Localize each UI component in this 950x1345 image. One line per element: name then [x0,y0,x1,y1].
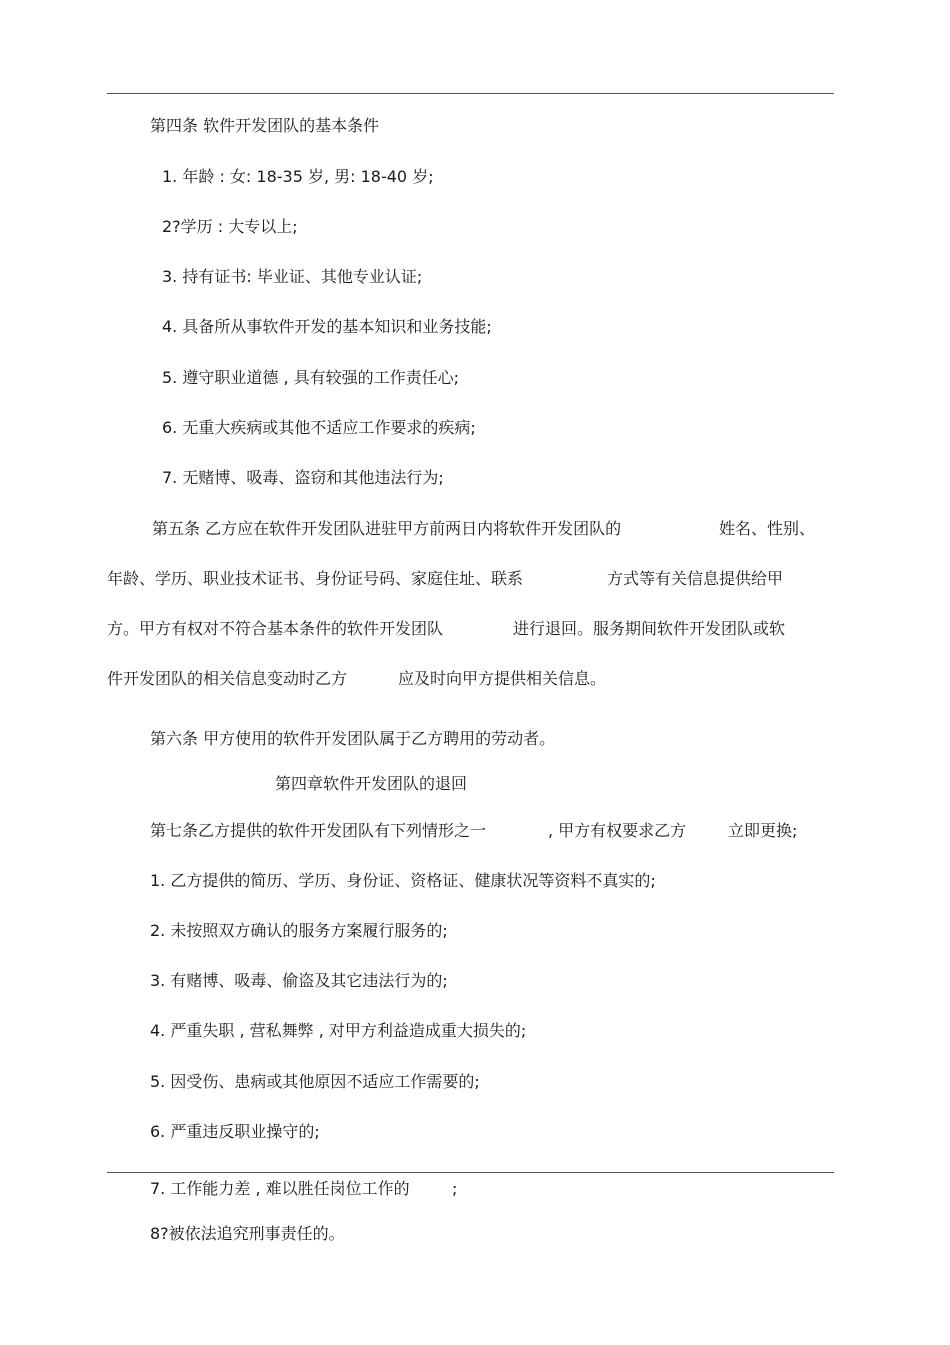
article-5-line-2-start: 年龄、学历、职业技术证书、身份证号码、家庭住址、联系 [107,569,524,588]
article-7-item-4: 4. 严重失职 , 营私舞弊 , 对甲方利益造成重大损失的; [150,1021,527,1040]
article-5-line-1-end: 姓名、性别、 [719,519,816,538]
article-5-line-2 [107,569,822,589]
article-4-title: 第四条 软件开发团队的基本条件 [150,116,380,135]
article-7-item-6: 6. 严重违反职业操守的; [150,1122,320,1141]
article-5-line-2-end: 方式等有关信息提供给甲 [607,569,784,588]
article-7-intro-b: , 甲方有权要求乙方 [548,821,687,840]
article-4-item-5: 5. 遵守职业道德 , 具有较强的工作责任心; [162,368,460,387]
article-7-item-5: 5. 因受伤、患病或其他原因不适应工作需要的; [150,1072,480,1091]
article-7-intro-c: 立即更换; [728,821,798,840]
article-4-item-7: 7. 无赌博、吸毒、盗窃和其他违法行为; [162,468,444,487]
article-5-line-4 [107,669,822,689]
article-5-line-3 [107,619,822,639]
article-7-intro-a: 第七条乙方提供的软件开发团队有下列情形之一 [150,821,487,840]
top-rule [107,93,834,94]
page-break-rule [107,1172,834,1173]
article-5-line-4-start: 件开发团队的相关信息变动时乙方 [107,669,348,688]
article-4-item-1: 1. 年龄 : 女: 18-35 岁, 男: 18-40 岁; [162,167,434,186]
article-7-item-1: 1. 乙方提供的简历、学历、身份证、资格证、健康状况等资料不真实的; [150,871,656,890]
article-7-item-8: 8?被依法追究刑事责任的。 [150,1224,345,1243]
article-5-line-1-start: 第五条 乙方应在软件开发团队进驻甲方前两日内将软件开发团队的 [152,519,622,538]
article-7-item-7-semicolon: ; [452,1179,458,1198]
article-7-item-7 [150,1179,480,1199]
article-4-item-4: 4. 具备所从事软件开发的基本知识和业务技能; [162,317,492,336]
article-4-item-6: 6. 无重大疾病或其他不适应工作要求的疾病; [162,418,476,437]
article-5-line-1 [152,519,822,539]
article-5-line-4-end: 应及时向甲方提供相关信息。 [398,669,607,688]
chapter-4-heading: 第四章软件开发团队的退回 [275,774,468,793]
article-7-item-3: 3. 有赌博、吸毒、偷盗及其它违法行为的; [150,971,448,990]
article-7-intro [150,821,820,841]
article-5-line-3-end: 进行退回。服务期间软件开发团队或软 [513,619,786,638]
article-4-item-2: 2?学历 : 大专以上; [162,217,298,236]
article-5-line-3-start: 方。甲方有权对不符合基本条件的软件开发团队 [107,619,444,638]
article-7-item-2: 2. 未按照双方确认的服务方案履行服务的; [150,921,448,940]
article-6: 第六条 甲方使用的软件开发团队属于乙方聘用的劳动者。 [150,729,556,748]
article-4-item-3: 3. 持有证书: 毕业证、其他专业认证; [162,267,423,286]
article-7-item-7-text: 7. 工作能力差 , 难以胜任岗位工作的 [150,1179,410,1198]
